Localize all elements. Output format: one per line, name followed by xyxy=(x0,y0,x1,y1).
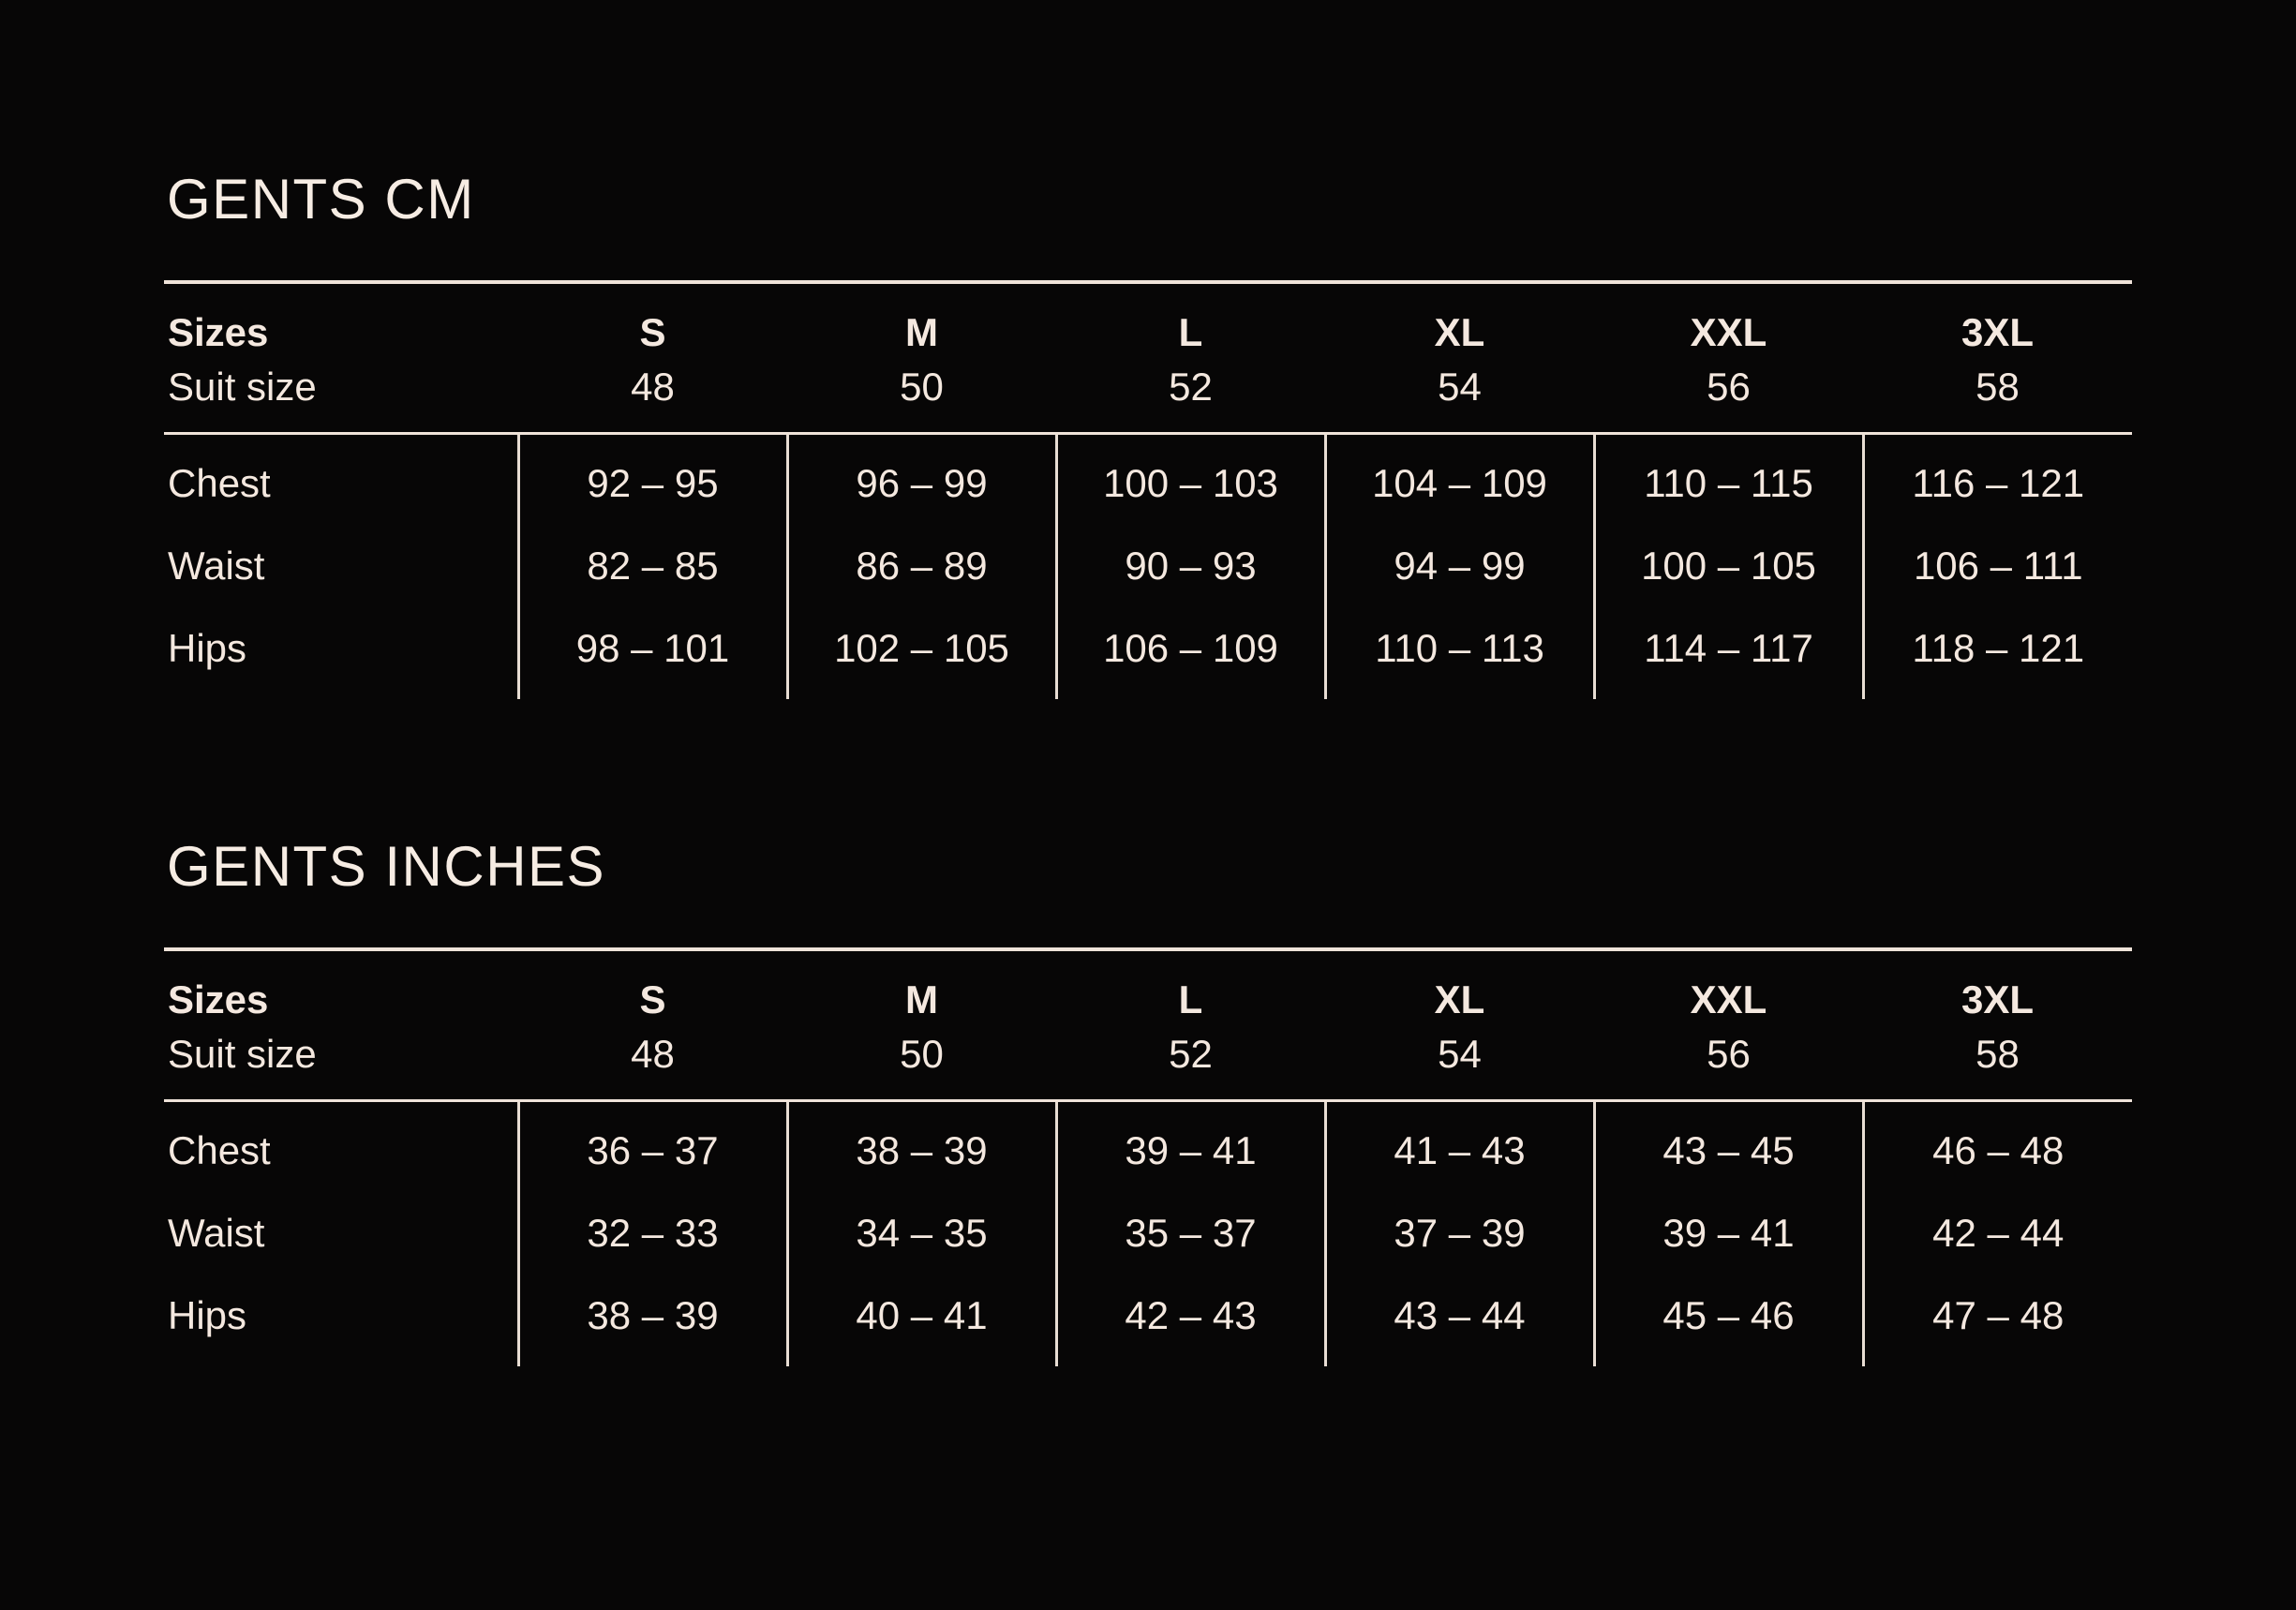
column-header-sizes: Sizes xyxy=(168,977,269,1021)
row-label-hips: Hips xyxy=(168,1293,247,1337)
cell-hips-m: 102 – 105 xyxy=(787,607,1056,699)
suit-size-m: 50 xyxy=(900,1032,944,1076)
size-header-xl: XL xyxy=(1434,977,1485,1021)
row-label-chest: Chest xyxy=(168,461,271,505)
size-table-block-inches xyxy=(164,699,2132,1366)
row-label-chest: Chest xyxy=(168,1128,271,1172)
table-row-chest xyxy=(164,435,2132,525)
cell-waist-xxl: 39 – 41 xyxy=(1594,1192,1863,1275)
cell-hips-l: 106 – 109 xyxy=(1056,607,1325,699)
cell-chest-s: 92 – 95 xyxy=(518,435,787,525)
suit-size-l: 52 xyxy=(1169,1032,1213,1076)
size-header-xxl: XXL xyxy=(1690,310,1767,354)
cell-waist-s: 32 – 33 xyxy=(518,1192,787,1275)
size-header-s: S xyxy=(639,977,666,1021)
cell-hips-l: 42 – 43 xyxy=(1056,1275,1325,1366)
table-row-waist xyxy=(164,1192,2132,1275)
page-title-gents-inches: GENTS INCHES xyxy=(167,835,606,898)
cell-hips-m: 40 – 41 xyxy=(787,1275,1056,1366)
table-row-chest xyxy=(164,1102,2132,1192)
suit-size-m: 50 xyxy=(900,365,944,409)
size-header-3xl: 3XL xyxy=(1961,310,2035,354)
cell-chest-m: 38 – 39 xyxy=(787,1102,1056,1192)
cell-waist-3xl: 106 – 111 xyxy=(1863,525,2132,607)
cell-chest-xxl: 110 – 115 xyxy=(1594,435,1863,525)
table-row-hips xyxy=(164,607,2132,699)
cell-chest-l: 100 – 103 xyxy=(1056,435,1325,525)
cell-chest-l: 39 – 41 xyxy=(1056,1102,1325,1192)
cell-chest-3xl: 46 – 48 xyxy=(1863,1102,2132,1192)
size-header-l: L xyxy=(1178,310,1203,354)
cell-chest-s: 36 – 37 xyxy=(518,1102,787,1192)
page-title-gents-cm: GENTS CM xyxy=(167,168,475,231)
suit-size-s: 48 xyxy=(631,365,675,409)
row-label-waist: Waist xyxy=(168,544,265,588)
cell-hips-xl: 43 – 44 xyxy=(1325,1275,1594,1366)
suit-size-3xl: 58 xyxy=(1975,1032,2020,1076)
cell-hips-3xl: 118 – 121 xyxy=(1863,607,2132,699)
suit-size-l: 52 xyxy=(1169,365,1213,409)
table-header-row xyxy=(164,284,2132,361)
suit-size-xl: 54 xyxy=(1438,1032,1482,1076)
suit-size-row xyxy=(164,361,2132,434)
suit-size-xxl: 56 xyxy=(1707,1032,1751,1076)
cell-chest-xl: 41 – 43 xyxy=(1325,1102,1594,1192)
suit-size-s: 48 xyxy=(631,1032,675,1076)
size-header-xxl: XXL xyxy=(1690,977,1767,1021)
cell-chest-3xl: 116 – 121 xyxy=(1863,435,2132,525)
suit-size-3xl: 58 xyxy=(1975,365,2020,409)
size-table-cm xyxy=(164,280,2132,699)
cell-hips-3xl: 47 – 48 xyxy=(1863,1275,2132,1366)
size-header-s: S xyxy=(639,310,666,354)
cell-waist-m: 86 – 89 xyxy=(787,525,1056,607)
cell-chest-xxl: 43 – 45 xyxy=(1594,1102,1863,1192)
cell-waist-s: 82 – 85 xyxy=(518,525,787,607)
size-header-m: M xyxy=(905,977,938,1021)
suit-size-xl: 54 xyxy=(1438,365,1482,409)
size-header-3xl: 3XL xyxy=(1961,977,2035,1021)
suit-size-xxl: 56 xyxy=(1707,365,1751,409)
cell-waist-l: 90 – 93 xyxy=(1056,525,1325,607)
row-label-hips: Hips xyxy=(168,626,247,670)
size-header-m: M xyxy=(905,310,938,354)
cell-waist-xl: 37 – 39 xyxy=(1325,1192,1594,1275)
cell-waist-xl: 94 – 99 xyxy=(1325,525,1594,607)
cell-hips-xxl: 45 – 46 xyxy=(1594,1275,1863,1366)
row-label-suit-size: Suit size xyxy=(168,1032,317,1076)
table-row-hips xyxy=(164,1275,2132,1366)
cell-waist-3xl: 42 – 44 xyxy=(1863,1192,2132,1275)
size-header-xl: XL xyxy=(1434,310,1485,354)
table-row-waist xyxy=(164,525,2132,607)
cell-chest-m: 96 – 99 xyxy=(787,435,1056,525)
table-header-row xyxy=(164,951,2132,1028)
cell-waist-m: 34 – 35 xyxy=(787,1192,1056,1275)
column-header-sizes: Sizes xyxy=(168,310,269,354)
cell-hips-s: 38 – 39 xyxy=(518,1275,787,1366)
cell-waist-l: 35 – 37 xyxy=(1056,1192,1325,1275)
size-header-l: L xyxy=(1178,977,1203,1021)
cell-hips-xxl: 114 – 117 xyxy=(1594,607,1863,699)
size-table-inches xyxy=(164,947,2132,1366)
row-label-suit-size: Suit size xyxy=(168,365,317,409)
cell-waist-xxl: 100 – 105 xyxy=(1594,525,1863,607)
size-table-block-cm xyxy=(164,0,2132,699)
cell-hips-s: 98 – 101 xyxy=(518,607,787,699)
row-label-waist: Waist xyxy=(168,1211,265,1255)
cell-chest-xl: 104 – 109 xyxy=(1325,435,1594,525)
suit-size-row xyxy=(164,1028,2132,1101)
cell-hips-xl: 110 – 113 xyxy=(1325,607,1594,699)
